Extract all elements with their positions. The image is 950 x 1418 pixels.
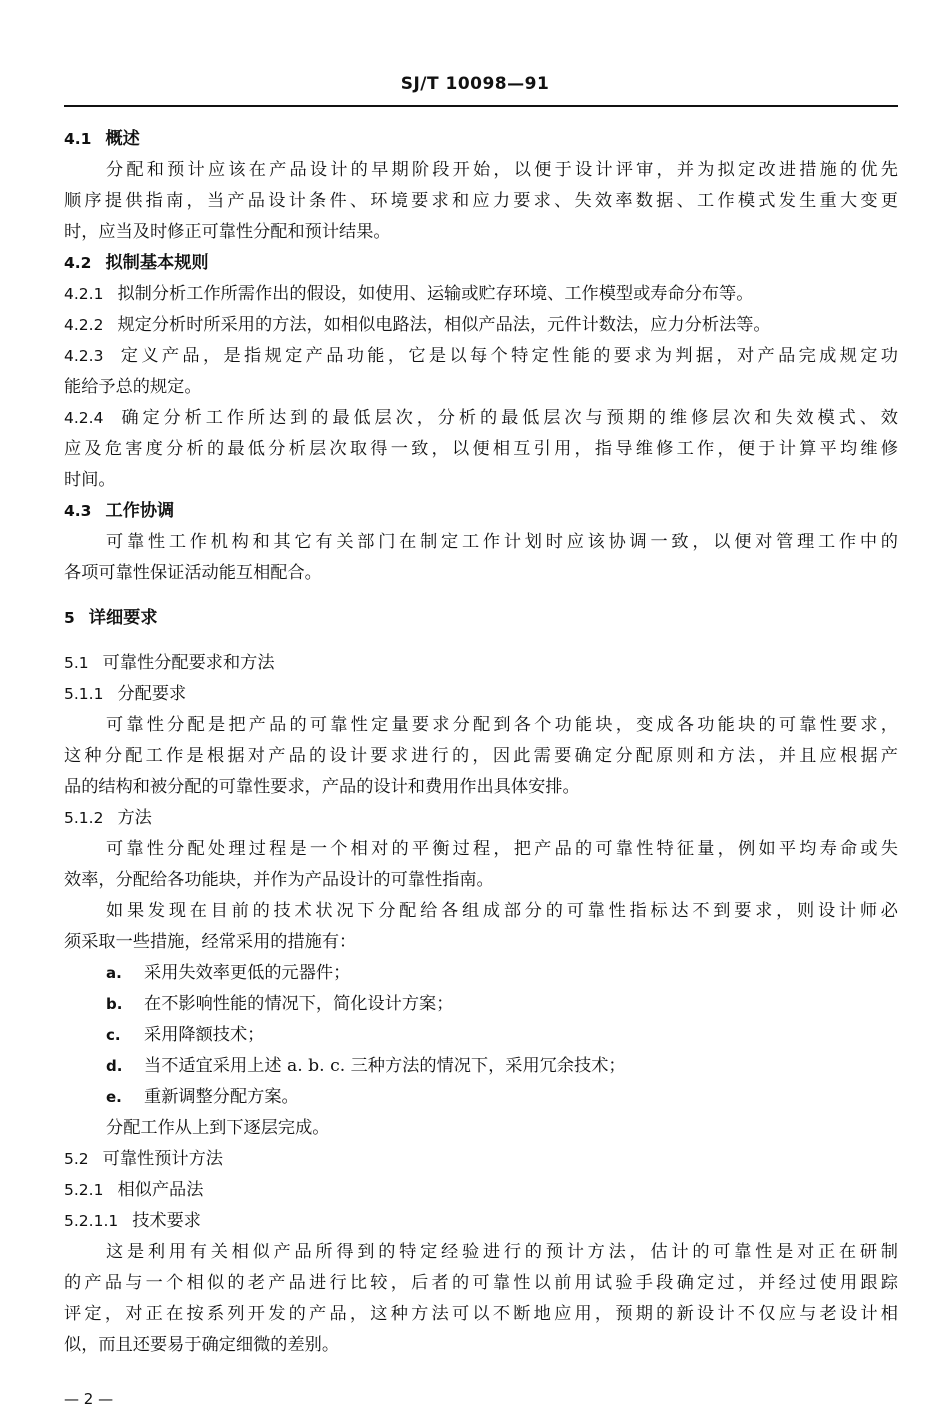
paragraph-line: 这种分配工作是根据对产品的设计要求进行的，因此需要确定分配原则和方法，并且应根据产 <box>64 746 898 766</box>
paragraph-line: 可靠性工作机构和其它有关部门在制定工作计划时应该协调一致，以便对管理工作中的 <box>106 532 898 552</box>
spacer <box>64 589 898 603</box>
rule-4-2-4: 4.2.4 确定分析工作所达到的最低层次，分析的最低层次与预期的维修层次和失效模式、效 <box>64 408 898 428</box>
rule-4-2-3: 4.2.3 定义产品，是指规定产品功能，它是以每个特定性能的要求为判据，对产品完成规定功 <box>64 346 898 366</box>
list-item: d. 当不适宜采用上述 a. b. c. 三种方法的情况下，采用冗余技术； <box>106 1056 626 1076</box>
heading-5: 5 详细要求 <box>64 608 158 628</box>
paragraph-line: 各项可靠性保证活动能互相配合。 <box>64 563 322 583</box>
list-item: a. 采用失效率更低的元器件； <box>106 963 351 983</box>
paragraph-line: 可靠性分配处理过程是一个相对的平衡过程，把产品的可靠性特征量，例如平均寿命或失 <box>106 839 898 859</box>
heading-4-3: 4.3 工作协调 <box>64 501 175 521</box>
heading-5-2: 5.2 可靠性预计方法 <box>64 1149 223 1169</box>
paragraph-line: 如果发现在目前的技术状况下分配给各组成部分的可靠性指标达不到要求，则设计师必 <box>106 901 898 921</box>
spacer <box>64 634 898 648</box>
paragraph-line: 时间。 <box>64 470 116 490</box>
rule-4-2-2: 4.2.2 规定分析时所采用的方法，如相似电路法，相似产品法，元件计数法，应力分析法等。 <box>64 315 771 335</box>
heading-4-2: 4.2 拟制基本规则 <box>64 253 209 273</box>
paragraph-line: 时，应当及时修正可靠性分配和预计结果。 <box>64 222 391 242</box>
standard-code-header: SJ/T 10098—91 <box>400 74 550 94</box>
paragraph-line: 分配工作从上到下逐层完成。 <box>106 1118 330 1138</box>
paragraph-line: 应及危害度分析的最低分析层次取得一致，以便相互引用，指导维修工作，便于计算平均维修 <box>64 439 898 459</box>
heading-5-1-2: 5.1.2 方法 <box>64 808 152 828</box>
paragraph-line: 可靠性分配是把产品的可靠性定量要求分配到各个功能块，变成各功能块的可靠性要求， <box>106 715 898 735</box>
heading-5-2-1: 5.2.1 相似产品法 <box>64 1180 204 1200</box>
paragraph-line: 须采取一些措施，经常采用的措施有： <box>64 932 357 952</box>
paragraph-line: 评定，对正在按系列开发的产品，这种方法可以不断地应用，预期的新设计不仅应与老设计相 <box>64 1304 898 1324</box>
list-item: e. 重新调整分配方案。 <box>106 1087 299 1107</box>
paragraph-line: 似，而且还要易于确定细微的差别。 <box>64 1335 340 1355</box>
paragraph-line: 顺序提供指南，当产品设计条件、环境要求和应力要求、失效率数据、工作模式发生重大变更 <box>64 191 898 211</box>
page-number: — 2 — <box>64 1390 114 1408</box>
heading-5-1-1: 5.1.1 分配要求 <box>64 684 187 704</box>
paragraph-line: 效率，分配给各功能块，并作为产品设计的可靠性指南。 <box>64 870 494 890</box>
paragraph-line: 分配和预计应该在产品设计的早期阶段开始，以便于设计评审，并为拟定改进措施的优先 <box>106 160 898 180</box>
heading-4-1: 4.1 概述 <box>64 129 140 149</box>
paragraph-line: 品的结构和被分配的可靠性要求，产品的设计和费用作出具体安排。 <box>64 777 580 797</box>
rule-4-2-1: 4.2.1 拟制分析工作所需作出的假设，如使用、运输或贮存环境、工作模型或寿命分布等。 <box>64 284 754 304</box>
header-rule <box>64 105 898 107</box>
list-item: b. 在不影响性能的情况下，简化设计方案； <box>106 994 454 1014</box>
list-item: c. 采用降额技术； <box>106 1025 265 1045</box>
paragraph-line: 这是利用有关相似产品所得到的特定经验进行的预计方法，估计的可靠性是对正在研制 <box>106 1242 898 1262</box>
document-body <box>64 124 898 1361</box>
paragraph-line: 的产品与一个相似的老产品进行比较，后者的可靠性以前用试验手段确定过，并经过使用跟踪 <box>64 1273 898 1293</box>
paragraph-line: 能给予总的规定。 <box>64 377 202 397</box>
heading-5-2-1-1: 5.2.1.1 技术要求 <box>64 1211 201 1231</box>
heading-5-1: 5.1 可靠性分配要求和方法 <box>64 653 275 673</box>
